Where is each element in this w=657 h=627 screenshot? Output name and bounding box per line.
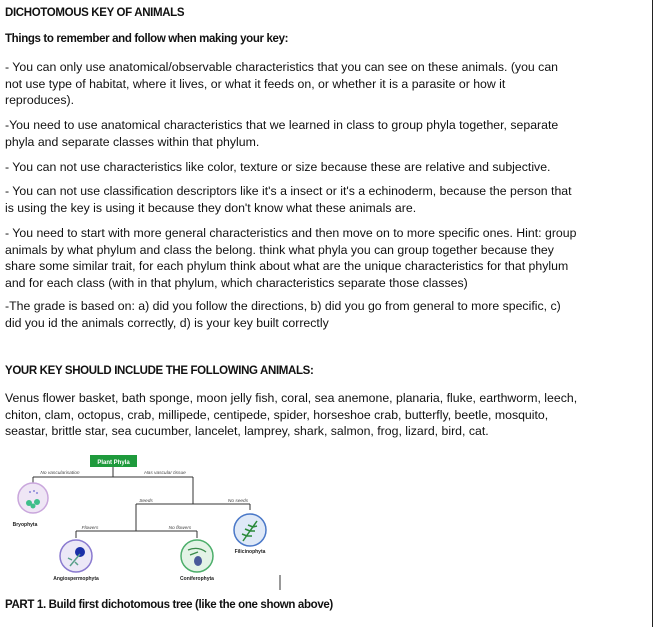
text-line: - You can only use anatomical/observable characteristics that you can see on these animals. (you can: [5, 60, 558, 74]
text-line: share some similar trait, for each phylum think about what are the unique characteristics for that phylum: [5, 259, 569, 274]
angiospermophyta-icon: [60, 540, 92, 572]
root-label: Plant Phyla: [97, 460, 130, 466]
bryophyta-label: Bryophyta: [12, 522, 38, 528]
text-line: and for each class (with in that phylum, which characteristics separate those classes): [5, 275, 468, 290]
angiospermophyta-label: Angiospermophyta: [53, 576, 99, 582]
page-title: DICHOTOMOUS KEY OF ANIMALS: [5, 7, 185, 19]
text-line: animals by what phylum and class the belong. think what phyla you can group together because they: [5, 242, 554, 257]
text-line: - You can not use classification descriptors like it's a insect or it's a echinoderm, because the person that: [5, 184, 572, 198]
edge-vascular: Has vascular tissue: [144, 471, 186, 476]
subtitle: Things to remember and follow when making your key:: [5, 33, 289, 45]
text-line: -The grade is based on: a) did you follow the directions, b) did you go from general to more specific, c): [5, 299, 561, 313]
text-line: phyla and separate classes within that phylum.: [5, 134, 260, 149]
text-line: - You can not use characteristics like color, texture or size because these are relative and subjective.: [5, 160, 551, 174]
text-line: did you id the animals correctly, d) is your key built correctly: [5, 315, 329, 330]
edge-no-vascularisation: No vascularisation: [40, 471, 80, 476]
text-line: -You need to use anatomical characteristics that we learned in class to group phyla together, separate: [5, 118, 559, 132]
edge-no-flowers: No flowers: [168, 526, 192, 531]
text-line: chiton, clam, octopus, crab, millipede, centipede, spider, horseshoe crab, butterfly, beetle, mosquito,: [5, 407, 549, 422]
coniferophyta-label: Coniferophyta: [180, 576, 214, 582]
text-line: not use type of habitat, where it lives, or what it feeds on, or whether it is a parasite or how it: [5, 76, 506, 91]
text-line: reproduces).: [5, 93, 75, 108]
animals-heading: YOUR KEY SHOULD INCLUDE THE FOLLOWING ANIMALS:: [5, 365, 314, 377]
text-line: is using the key is using it because they don't know what these animals are.: [5, 200, 417, 215]
edge-seeds: Seeds: [139, 499, 153, 504]
edge-no-seeds: No seeds: [227, 499, 249, 504]
text-line: - You need to start with more general characteristics and then move on to more specific ones. Hint: group: [5, 226, 577, 240]
part1-heading: PART 1. Build first dichotomous tree (like the one shown above): [5, 599, 333, 611]
text-line: Venus flower basket, bath sponge, moon jelly fish, coral, sea anemone, planaria, fluke, earthworm, leech,: [5, 391, 578, 405]
text-line: seastar, brittle star, sea cucumber, lancelet, lamprey, shark, salmon, frog, lizard, bird, cat.: [5, 424, 489, 439]
filicinophyta-label: Filicinophyta: [234, 549, 266, 555]
coniferophyta-icon: [181, 540, 213, 572]
edge-flowers: Flowers: [81, 526, 99, 531]
